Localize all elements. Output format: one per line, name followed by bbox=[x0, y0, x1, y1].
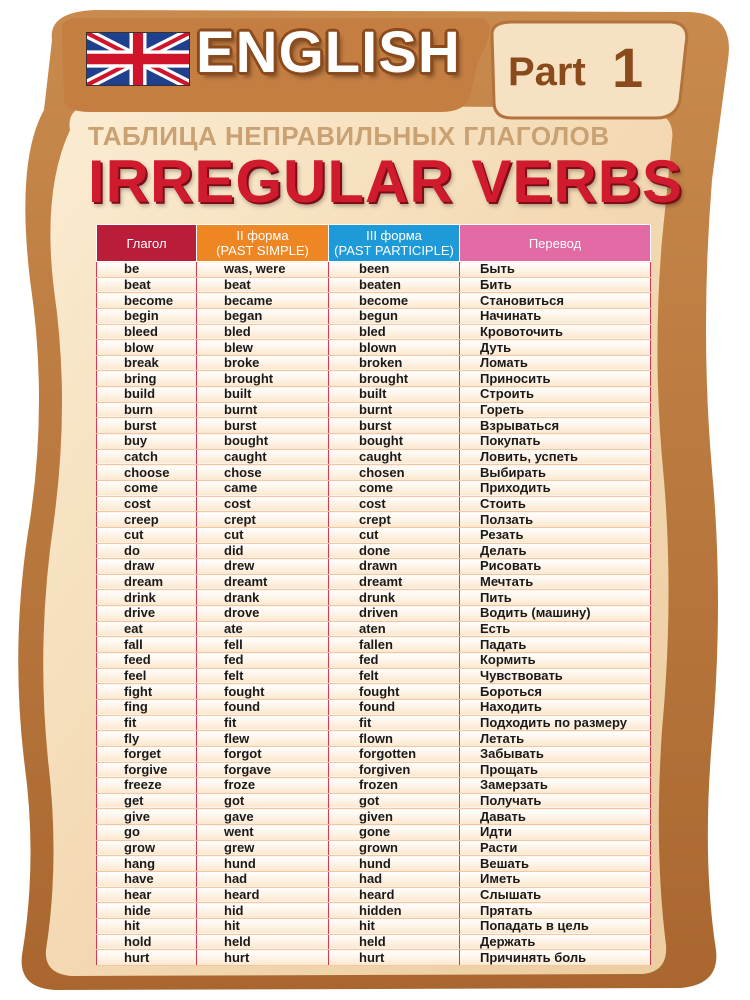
table-header-row bbox=[97, 225, 651, 262]
table-row bbox=[97, 262, 651, 278]
verb-past-participle-cell: held bbox=[329, 934, 460, 950]
verb-past-participle-cell: burst bbox=[329, 418, 460, 434]
verb-base-cell: creep bbox=[97, 512, 197, 528]
verb-translation-cell: Летать bbox=[460, 731, 651, 747]
verb-base-cell: draw bbox=[97, 559, 197, 575]
subtitle-english: IRREGULAR VERBS bbox=[88, 148, 684, 215]
table-row bbox=[97, 418, 651, 434]
verb-past-simple-cell: heard bbox=[197, 887, 329, 903]
table-row bbox=[97, 308, 651, 324]
verb-base-cell: get bbox=[97, 793, 197, 809]
verb-past-simple-cell: hurt bbox=[197, 950, 329, 966]
verb-translation-cell: Идти bbox=[460, 825, 651, 841]
verb-past-simple-cell: drank bbox=[197, 590, 329, 606]
table-row bbox=[97, 606, 651, 622]
verb-past-simple-cell: had bbox=[197, 871, 329, 887]
table-row bbox=[97, 496, 651, 512]
verb-base-cell: break bbox=[97, 355, 197, 371]
verb-past-simple-cell: drew bbox=[197, 559, 329, 575]
verb-translation-cell: Вешать bbox=[460, 856, 651, 872]
verb-past-participle-cell: been bbox=[329, 262, 460, 278]
verb-past-simple-cell: ate bbox=[197, 621, 329, 637]
verb-base-cell: fit bbox=[97, 715, 197, 731]
verb-past-simple-cell: beat bbox=[197, 277, 329, 293]
table-row bbox=[97, 793, 651, 809]
verb-translation-cell: Взрываться bbox=[460, 418, 651, 434]
verb-past-participle-cell: fed bbox=[329, 653, 460, 669]
verb-translation-cell: Покупать bbox=[460, 434, 651, 450]
verb-past-simple-cell: brought bbox=[197, 371, 329, 387]
table-row bbox=[97, 559, 651, 575]
verb-translation-cell: Слышать bbox=[460, 887, 651, 903]
verb-base-cell: cost bbox=[97, 496, 197, 512]
verb-past-participle-cell: bought bbox=[329, 434, 460, 450]
table-row bbox=[97, 637, 651, 653]
verb-past-simple-cell: fed bbox=[197, 653, 329, 669]
table-row bbox=[97, 715, 651, 731]
verb-translation-cell: Стоить bbox=[460, 496, 651, 512]
verb-translation-cell: Рисовать bbox=[460, 559, 651, 575]
table-row bbox=[97, 402, 651, 418]
verb-past-participle-cell: grown bbox=[329, 840, 460, 856]
table-row bbox=[97, 574, 651, 590]
verb-past-participle-cell: hidden bbox=[329, 903, 460, 919]
table-row bbox=[97, 918, 651, 934]
table-row bbox=[97, 293, 651, 309]
verb-base-cell: bring bbox=[97, 371, 197, 387]
table-row bbox=[97, 840, 651, 856]
verb-past-simple-cell: chose bbox=[197, 465, 329, 481]
subtitle-russian: ТАБЛИЦА НЕПРАВИЛЬНЫХ ГЛАГОЛОВ bbox=[88, 121, 610, 151]
verb-translation-cell: Есть bbox=[460, 621, 651, 637]
table-row bbox=[97, 856, 651, 872]
verb-past-simple-cell: bled bbox=[197, 324, 329, 340]
verb-translation-cell: Прятать bbox=[460, 903, 651, 919]
verb-translation-cell: Бороться bbox=[460, 684, 651, 700]
verb-translation-cell: Падать bbox=[460, 637, 651, 653]
table-row bbox=[97, 934, 651, 950]
verb-base-cell: fing bbox=[97, 699, 197, 715]
verb-base-cell: feed bbox=[97, 653, 197, 669]
verb-base-cell: beat bbox=[97, 277, 197, 293]
column-header-translation: Перевод bbox=[460, 225, 651, 262]
verb-base-cell: give bbox=[97, 809, 197, 825]
verb-past-simple-cell: cost bbox=[197, 496, 329, 512]
verb-past-participle-cell: felt bbox=[329, 668, 460, 684]
verb-base-cell: hang bbox=[97, 856, 197, 872]
verb-past-participle-cell: aten bbox=[329, 621, 460, 637]
table-row bbox=[97, 340, 651, 356]
verb-base-cell: eat bbox=[97, 621, 197, 637]
verb-translation-cell: Получать bbox=[460, 793, 651, 809]
verb-translation-cell: Становиться bbox=[460, 293, 651, 309]
table-row bbox=[97, 277, 651, 293]
verb-past-participle-cell: begun bbox=[329, 308, 460, 324]
verb-past-simple-cell: was, were bbox=[197, 262, 329, 278]
verb-past-simple-cell: hit bbox=[197, 918, 329, 934]
verb-translation-cell: Кровоточить bbox=[460, 324, 651, 340]
verb-base-cell: fall bbox=[97, 637, 197, 653]
table-row bbox=[97, 653, 651, 669]
table-row bbox=[97, 887, 651, 903]
verb-base-cell: burst bbox=[97, 418, 197, 434]
verb-past-participle-cell: chosen bbox=[329, 465, 460, 481]
verb-past-simple-cell: caught bbox=[197, 449, 329, 465]
table-row bbox=[97, 809, 651, 825]
verbs-table-container bbox=[96, 224, 650, 966]
part-label: Part bbox=[508, 50, 586, 94]
uk-flag-icon bbox=[86, 32, 190, 86]
verb-past-simple-cell: hund bbox=[197, 856, 329, 872]
verb-past-participle-cell: found bbox=[329, 699, 460, 715]
page-title: ENGLISH bbox=[196, 20, 461, 85]
verb-translation-cell: Приходить bbox=[460, 480, 651, 496]
verb-past-simple-cell: broke bbox=[197, 355, 329, 371]
verb-base-cell: bleed bbox=[97, 324, 197, 340]
verb-past-simple-cell: crept bbox=[197, 512, 329, 528]
verb-past-simple-cell: bought bbox=[197, 434, 329, 450]
verb-past-simple-cell: got bbox=[197, 793, 329, 809]
verb-translation-cell: Строить bbox=[460, 387, 651, 403]
verb-past-simple-cell: held bbox=[197, 934, 329, 950]
verb-translation-cell: Гореть bbox=[460, 402, 651, 418]
verb-past-simple-cell: fought bbox=[197, 684, 329, 700]
verb-translation-cell: Забывать bbox=[460, 746, 651, 762]
verb-base-cell: fight bbox=[97, 684, 197, 700]
verb-past-participle-cell: forgiven bbox=[329, 762, 460, 778]
verb-translation-cell: Резать bbox=[460, 527, 651, 543]
verb-past-participle-cell: gone bbox=[329, 825, 460, 841]
verb-translation-cell: Иметь bbox=[460, 871, 651, 887]
verb-base-cell: catch bbox=[97, 449, 197, 465]
verb-translation-cell: Быть bbox=[460, 262, 651, 278]
verb-past-participle-cell: hit bbox=[329, 918, 460, 934]
verb-base-cell: hold bbox=[97, 934, 197, 950]
table-row bbox=[97, 871, 651, 887]
verb-translation-cell: Подходить по размеру bbox=[460, 715, 651, 731]
table-row bbox=[97, 543, 651, 559]
verb-translation-cell: Замерзать bbox=[460, 778, 651, 794]
part-number: 1 bbox=[612, 36, 644, 99]
verb-past-participle-cell: fought bbox=[329, 684, 460, 700]
verb-past-participle-cell: crept bbox=[329, 512, 460, 528]
verb-past-participle-cell: drawn bbox=[329, 559, 460, 575]
verb-past-participle-cell: burnt bbox=[329, 402, 460, 418]
table-row bbox=[97, 699, 651, 715]
table-row bbox=[97, 621, 651, 637]
verb-past-simple-cell: felt bbox=[197, 668, 329, 684]
verb-translation-cell: Находить bbox=[460, 699, 651, 715]
table-row bbox=[97, 371, 651, 387]
verb-past-participle-cell: heard bbox=[329, 887, 460, 903]
verb-past-simple-cell: froze bbox=[197, 778, 329, 794]
table-row bbox=[97, 762, 651, 778]
verb-translation-cell: Ломать bbox=[460, 355, 651, 371]
verb-past-simple-cell: became bbox=[197, 293, 329, 309]
table-row bbox=[97, 903, 651, 919]
verb-past-participle-cell: built bbox=[329, 387, 460, 403]
table-row bbox=[97, 449, 651, 465]
verb-translation-cell: Давать bbox=[460, 809, 651, 825]
verb-base-cell: burn bbox=[97, 402, 197, 418]
verb-past-simple-cell: burst bbox=[197, 418, 329, 434]
verb-base-cell: become bbox=[97, 293, 197, 309]
table-row bbox=[97, 684, 651, 700]
verb-translation-cell: Начинать bbox=[460, 308, 651, 324]
table-row bbox=[97, 746, 651, 762]
verb-base-cell: buy bbox=[97, 434, 197, 450]
verb-past-simple-cell: fit bbox=[197, 715, 329, 731]
column-header-past-simple: II форма (PAST SIMPLE) bbox=[197, 225, 329, 262]
verb-past-participle-cell: brought bbox=[329, 371, 460, 387]
verb-past-simple-cell: grew bbox=[197, 840, 329, 856]
verb-base-cell: hide bbox=[97, 903, 197, 919]
verb-translation-cell: Расти bbox=[460, 840, 651, 856]
verb-translation-cell: Ползать bbox=[460, 512, 651, 528]
verb-base-cell: be bbox=[97, 262, 197, 278]
verb-past-simple-cell: found bbox=[197, 699, 329, 715]
verb-past-participle-cell: done bbox=[329, 543, 460, 559]
verb-base-cell: drink bbox=[97, 590, 197, 606]
verb-translation-cell: Делать bbox=[460, 543, 651, 559]
verb-base-cell: grow bbox=[97, 840, 197, 856]
verb-translation-cell: Чувствовать bbox=[460, 668, 651, 684]
table-row bbox=[97, 387, 651, 403]
verb-translation-cell: Бить bbox=[460, 277, 651, 293]
verb-past-simple-cell: hid bbox=[197, 903, 329, 919]
verb-past-simple-cell: fell bbox=[197, 637, 329, 653]
verb-past-participle-cell: hund bbox=[329, 856, 460, 872]
verb-base-cell: do bbox=[97, 543, 197, 559]
table-row bbox=[97, 950, 651, 966]
verb-base-cell: cut bbox=[97, 527, 197, 543]
verb-translation-cell: Причинять боль bbox=[460, 950, 651, 966]
verb-past-participle-cell: had bbox=[329, 871, 460, 887]
verb-base-cell: begin bbox=[97, 308, 197, 324]
verb-past-simple-cell: cut bbox=[197, 527, 329, 543]
verb-past-participle-cell: become bbox=[329, 293, 460, 309]
table-row bbox=[97, 434, 651, 450]
verb-base-cell: hear bbox=[97, 887, 197, 903]
verb-base-cell: choose bbox=[97, 465, 197, 481]
verb-base-cell: forgive bbox=[97, 762, 197, 778]
verb-past-participle-cell: driven bbox=[329, 606, 460, 622]
verb-translation-cell: Кормить bbox=[460, 653, 651, 669]
verb-base-cell: have bbox=[97, 871, 197, 887]
table-row bbox=[97, 527, 651, 543]
verb-translation-cell: Ловить, успеть bbox=[460, 449, 651, 465]
verb-past-participle-cell: dreamt bbox=[329, 574, 460, 590]
verb-past-simple-cell: blew bbox=[197, 340, 329, 356]
verb-past-simple-cell: dreamt bbox=[197, 574, 329, 590]
column-header-verb: Глагол bbox=[97, 225, 197, 262]
verb-base-cell: freeze bbox=[97, 778, 197, 794]
verb-translation-cell: Выбирать bbox=[460, 465, 651, 481]
verb-base-cell: dream bbox=[97, 574, 197, 590]
verb-past-simple-cell: built bbox=[197, 387, 329, 403]
column-header-past-participle: III форма (PAST PARTICIPLE) bbox=[329, 225, 460, 262]
table-row bbox=[97, 465, 651, 481]
verb-past-participle-cell: cut bbox=[329, 527, 460, 543]
table-row bbox=[97, 825, 651, 841]
verb-past-simple-cell: forgave bbox=[197, 762, 329, 778]
verb-translation-cell: Держать bbox=[460, 934, 651, 950]
verb-past-participle-cell: broken bbox=[329, 355, 460, 371]
verb-base-cell: go bbox=[97, 825, 197, 841]
verb-past-simple-cell: burnt bbox=[197, 402, 329, 418]
verb-past-participle-cell: bled bbox=[329, 324, 460, 340]
table-row bbox=[97, 512, 651, 528]
verb-past-participle-cell: cost bbox=[329, 496, 460, 512]
table-row bbox=[97, 668, 651, 684]
verb-past-participle-cell: forgotten bbox=[329, 746, 460, 762]
verb-translation-cell: Приносить bbox=[460, 371, 651, 387]
verb-past-participle-cell: given bbox=[329, 809, 460, 825]
verb-past-participle-cell: fit bbox=[329, 715, 460, 731]
table-row bbox=[97, 731, 651, 747]
table-row bbox=[97, 324, 651, 340]
verb-base-cell: fly bbox=[97, 731, 197, 747]
verb-base-cell: forget bbox=[97, 746, 197, 762]
verb-past-participle-cell: caught bbox=[329, 449, 460, 465]
verb-translation-cell: Дуть bbox=[460, 340, 651, 356]
verb-base-cell: blow bbox=[97, 340, 197, 356]
table-body bbox=[97, 262, 651, 966]
verb-base-cell: hit bbox=[97, 918, 197, 934]
verb-past-participle-cell: blown bbox=[329, 340, 460, 356]
table-row bbox=[97, 355, 651, 371]
verb-past-simple-cell: went bbox=[197, 825, 329, 841]
verb-base-cell: build bbox=[97, 387, 197, 403]
verb-past-simple-cell: did bbox=[197, 543, 329, 559]
verb-past-participle-cell: got bbox=[329, 793, 460, 809]
table-row bbox=[97, 778, 651, 794]
verb-base-cell: drive bbox=[97, 606, 197, 622]
verb-base-cell: feel bbox=[97, 668, 197, 684]
verb-base-cell: come bbox=[97, 480, 197, 496]
verb-past-simple-cell: began bbox=[197, 308, 329, 324]
verb-past-participle-cell: frozen bbox=[329, 778, 460, 794]
table-row bbox=[97, 590, 651, 606]
verb-past-simple-cell: drove bbox=[197, 606, 329, 622]
verb-past-simple-cell: came bbox=[197, 480, 329, 496]
verb-translation-cell: Мечтать bbox=[460, 574, 651, 590]
verb-past-participle-cell: fallen bbox=[329, 637, 460, 653]
table-row bbox=[97, 480, 651, 496]
verb-past-simple-cell: gave bbox=[197, 809, 329, 825]
verb-past-simple-cell: flew bbox=[197, 731, 329, 747]
verb-past-simple-cell: forgot bbox=[197, 746, 329, 762]
verb-translation-cell: Прощать bbox=[460, 762, 651, 778]
verb-past-participle-cell: flown bbox=[329, 731, 460, 747]
verb-past-participle-cell: drunk bbox=[329, 590, 460, 606]
verb-translation-cell: Попадать в цель bbox=[460, 918, 651, 934]
irregular-verbs-table bbox=[96, 224, 651, 966]
verb-translation-cell: Пить bbox=[460, 590, 651, 606]
verb-past-participle-cell: hurt bbox=[329, 950, 460, 966]
verb-base-cell: hurt bbox=[97, 950, 197, 966]
verb-translation-cell: Водить (машину) bbox=[460, 606, 651, 622]
verb-past-participle-cell: beaten bbox=[329, 277, 460, 293]
verb-past-participle-cell: come bbox=[329, 480, 460, 496]
